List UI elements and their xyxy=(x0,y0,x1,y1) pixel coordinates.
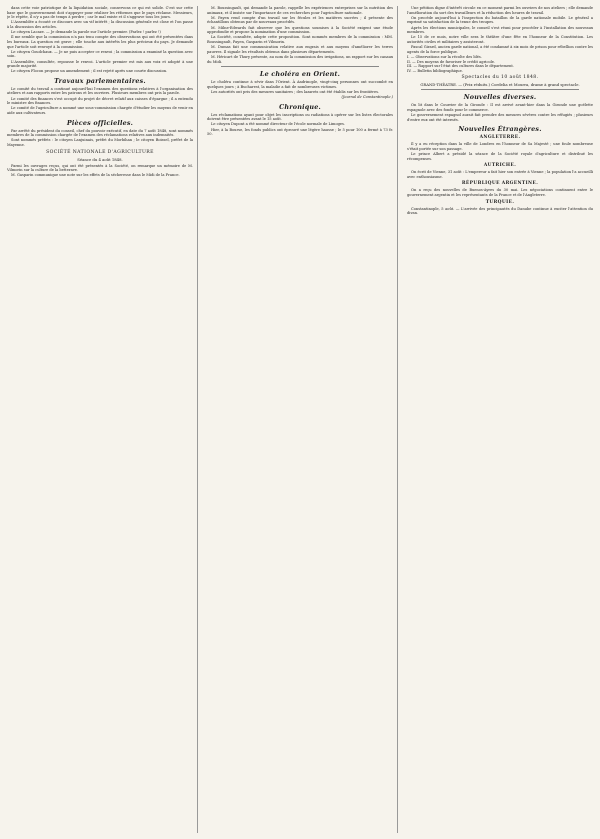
list-item: III. — Rapport sur l'état des cultures dans le département. xyxy=(407,64,514,69)
article-paragraph: L'Assemblée, consultée, repousse le renvoi. L'article premier est mis aux voix et adopté à une grande majorité. xyxy=(7,59,193,69)
divider xyxy=(221,66,379,67)
list-item: I. — Observations sur la récolte des blés. xyxy=(407,54,482,59)
article-paragraph: Constantinople, 5 août. — L'arrivée des principautés du Danube continue à exciter l'attention du divan. xyxy=(407,206,593,216)
country-heading: AUTRICHE. xyxy=(483,163,517,169)
article-paragraph: M. Dumas fait une communication relative aux engrais et aux moyens d'améliorer les terres pauvres. Il signale les résultats obtenus dans plusieurs départements. xyxy=(207,45,393,54)
section-heading-nouvelles: Nouvelles diverses. xyxy=(463,93,537,102)
source-attribution: (Journal de Constantinople.) xyxy=(341,95,393,100)
article-paragraph: Le citoyen Flocon propose un amendement ; il est rejeté après une courte discussion. xyxy=(11,69,168,74)
columns xyxy=(7,6,593,833)
article-paragraph: Une pétition digne d'intérêt circule en ce moment parmi les ouvriers de nos ateliers ; elle demande l'amélioration du sort des travailleurs et la réduction des heures de travail. xyxy=(407,6,593,15)
column-right xyxy=(407,6,593,833)
article-paragraph: Le comité des finances s'est occupé du projet de décret relatif aux caisses d'épargne ; il a entendu le ministre des finances. xyxy=(7,96,193,106)
section-heading-spectacles: Spectacles du 10 août 1848. xyxy=(461,75,539,81)
country-heading: TURQUIE. xyxy=(485,199,515,205)
article-paragraph: Hier, à la Bourse, les fonds publics ont éprouvé une légère hausse ; le 5 pour 100 a fermé à 73 fr. 50. xyxy=(207,127,393,137)
article-paragraph: Il me semble que la commission n'a pas tenu compte des observations qui ont été présentées dans les bureaux. La question est grave ; elle touche aux intérêts les plus précieux du pays. Je demande que l'article soit renvoyé à la commission. xyxy=(7,35,193,49)
article-paragraph: On a reçu des nouvelles de Buenos-Ayres du 30 mai. Les négociations continuent entre le gouvernement argentin et les représentants de la France et de l'Angleterre. xyxy=(407,188,593,197)
article-paragraph: M. Milne-Edwards fait observer que les questions soumises à la Société exigent une étude approfondie et propose la nomination d'une commission. xyxy=(207,25,393,35)
article-paragraph: Le 15 de ce mois, notre ville sera le théâtre d'une fête en l'honneur de la Constitution. Les autorités civiles et militaires y assisteront. xyxy=(407,35,593,44)
article-paragraph: Il y a eu réception dans la ville de Londres en l'honneur de Sa Majesté ; une foule nombreuse s'était portée sur son passage. xyxy=(407,142,593,151)
article-paragraph: Sont nommés préfets : le citoyen Lanjuinais, préfet du Morbihan ; le citoyen Boissel, préfet de la Mayenne. xyxy=(7,138,193,147)
list-item: IV. — Bulletin bibliographique. xyxy=(407,68,463,73)
section-heading-pieces: Pièces officielles. xyxy=(66,118,134,127)
article-paragraph: Les autorités ont pris des mesures sanitaires ; des lazarets ont été établis sur les frontières. xyxy=(211,89,380,94)
article-paragraph: La Société, consultée, adopte cette proposition. Sont nommés membres de la commission : MM. Boussingault, Payen, Gasparin et Vilmorin. xyxy=(207,35,393,44)
article-paragraph: On procède aujourd'hui à l'inspection du bataillon de la garde nationale mobile. Le général a exprimé sa satisfaction de la tenue des troupes. xyxy=(407,15,593,25)
article-paragraph: M. Payen rend compte d'un travail sur les fécules et les matières sucrées ; il présente des échantillons obtenus par de nouveaux procédés. xyxy=(207,15,393,25)
article-paragraph: Le comité du travail a continué aujourd'hui l'examen des questions relatives à l'organisation des ateliers et aux rapports entre les patrons et les ouvriers. Plusieurs membres ont pris la parole. xyxy=(7,86,193,96)
article-paragraph: Après les élections municipales, le conseil s'est réuni pour procéder à l'installation des nouveaux membres. xyxy=(407,25,593,35)
article-paragraph: Le prince Albert a présidé la séance de la Société royale d'agriculture et distribué les récompenses. xyxy=(407,152,593,161)
divider xyxy=(421,89,579,90)
article-paragraph: Les réclamations ayant pour objet les inscriptions ou radiations à opérer sur les listes électorales doivent être présentées avant le 15 août. xyxy=(207,112,393,122)
article-paragraph: Le citoyen Lacaze. — Je demande la parole sur l'article premier. (Parlez ! parlez !) xyxy=(11,30,161,35)
section-heading-etrangeres: Nouvelles Étrangères. xyxy=(458,125,542,134)
country-heading: ANGLETERRE. xyxy=(479,135,521,141)
article-paragraph: Par arrêté du président du conseil, chef du pouvoir exécutif, en date du 7 août 1848, sont nommés membres de la commission chargée de l'examen des réclamations relatives aux indemnités. xyxy=(7,128,193,138)
article-paragraph: On écrit de Vienne, 31 août : L'empereur a fait hier son entrée à Vienne ; la population l'a accueilli avec enthousiasme. xyxy=(407,170,593,179)
article-paragraph: M. Héricart de Thury présente, au nom de la commission des irrigations, un rapport sur les canaux du Midi. xyxy=(207,54,393,64)
session-date: Séance du 4 août 1848. xyxy=(77,156,123,162)
article-paragraph: Le gouvernement espagnol aurait fait prendre des mesures sévères contre les réfugiés ; plusieurs d'entre eux ont été internés. xyxy=(407,113,593,122)
column-left xyxy=(7,6,198,833)
article-paragraph: On lit dans le Courrier de la Gironde : Il est arrivé avant-hier dans la Gironde une goélette espagnole avec des fonds pour le commerce. xyxy=(407,103,593,112)
article-paragraph: Pascal Girard, ancien garde national, a été condamné à six mois de prison pour rébellion contre les agents de la force publique. xyxy=(407,45,593,54)
section-heading-cholera: Le choléra en Orient. xyxy=(259,70,341,79)
list-item: II. — Des moyens de favoriser le crédit agricole. xyxy=(407,59,496,64)
article-paragraph: L'Assemblée a écouté ce discours avec un vif intérêt ; la discussion générale est close et l'on passe à la discussion des articles. xyxy=(7,20,193,29)
article-paragraph: Le citoyen Dupont a été nommé directeur de l'école normale de Limoges. xyxy=(211,122,346,127)
article-paragraph: Le citoyen Goudchaux. — Je ne puis accepter ce renvoi ; la commission a examiné la question avec soin. xyxy=(7,49,193,59)
section-heading-societe: SOCIÉTÉ NATIONALE D'AGRICULTURE xyxy=(46,149,154,155)
article-paragraph: Le choléra continue à sévir dans l'Orient. À Andrinople, vingt-cinq personnes ont succombé en quelques jours ; à Bucharest, la maladie a fait de nombreuses victimes. xyxy=(207,80,393,89)
section-heading-chronique: Chronique. xyxy=(279,102,321,111)
article-paragraph: Parmi les ouvrages reçus, qui ont été présentés à la Société, on remarque un mémoire de M. Vilmorin sur la culture de la betterave. xyxy=(7,163,193,173)
country-heading: RÉPUBLIQUE ARGENTINE. xyxy=(461,181,539,187)
theatre-listing: GRAND-THÉATRE. — (Prix réduits.) Cordelia et Mourra, drame à grand spectacle. xyxy=(420,82,580,88)
article-paragraph: Le comité de l'agriculture a nommé une sous-commission chargée d'étudier les moyens de venir en aide aux cultivateurs. xyxy=(7,106,193,116)
article-paragraph: M. Boussingault, qui demande la parole, rappelle les expériences entreprises sur la nutrition des animaux, et il insiste sur l'importance de ces recherches pour l'agriculture nationale. xyxy=(207,6,393,15)
column-middle xyxy=(207,6,398,833)
section-heading-travaux: Travaux parlementaires. xyxy=(54,76,146,85)
article-paragraph: dans cette voie patriotique de la liquidation sociale, conservons ce qui est solide. C'est sur cette base que le gouvernement doit s'appuyer pour réaliser les réformes que le pays réclame. Messieurs, je le répète, il n'y a pas de temps à perdre ; car le mal existe et il s'aggrave tous les jours. xyxy=(7,6,193,20)
article-paragraph: M. Gasparin communique une note sur les effets de la sécheresse dans le Midi de la France. xyxy=(11,173,180,178)
